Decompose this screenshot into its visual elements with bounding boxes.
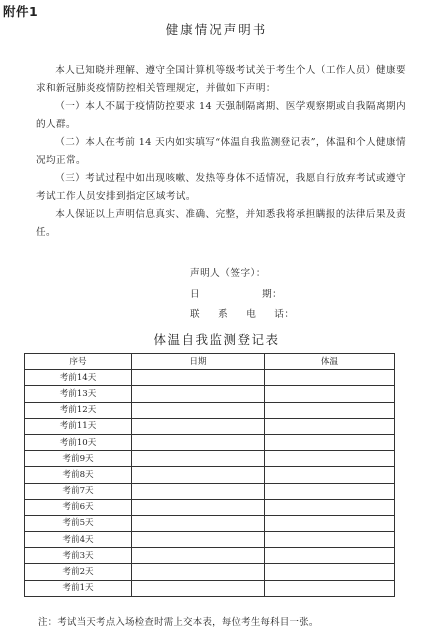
temperature-cell[interactable] (265, 564, 395, 580)
table-row (25, 499, 395, 515)
signature-phone-char: 话： (274, 309, 295, 320)
signature-declarant-label: 声明人（签字）： (190, 268, 266, 279)
declaration-paragraph: （三）考试过程中如出现咳嗽、发热等身体不适情况，我愿自行放弃考试或遵守考试工作人员安排到指定区域考试。 (36, 173, 406, 202)
date-cell[interactable] (132, 564, 265, 580)
temperature-cell[interactable] (265, 451, 395, 467)
attachment-label: 附件1 (3, 4, 39, 19)
date-cell[interactable] (132, 483, 265, 499)
temperature-cell[interactable] (265, 580, 395, 596)
row-index-cell: 考前4天 (25, 532, 132, 548)
footnote: 注：考试当天考点入场检查时需上交本表，每位考生每科目一张。 (38, 617, 319, 628)
row-index-cell: 考前14天 (25, 370, 132, 386)
signature-phone-char: 系 (218, 309, 229, 320)
declaration-paragraph: （一）本人不属于疫情防控要求 14 天强制隔离期、医学观察期或自我隔离期内的人群。 (36, 101, 406, 130)
table-row (25, 548, 395, 564)
column-header-index: 序号 (25, 354, 132, 370)
table-row (25, 434, 395, 450)
signature-phone-char: 电 (246, 309, 257, 320)
table-row (25, 532, 395, 548)
date-cell[interactable] (132, 370, 265, 386)
date-cell[interactable] (132, 418, 265, 434)
date-cell[interactable] (132, 548, 265, 564)
signature-declarant (190, 265, 266, 279)
table-row (25, 467, 395, 483)
signature-date-char: 期： (262, 289, 283, 300)
temperature-cell[interactable] (265, 532, 395, 548)
temperature-cell[interactable] (265, 386, 395, 402)
row-index-cell: 考前6天 (25, 499, 132, 515)
table-row (25, 564, 395, 580)
date-cell[interactable] (132, 434, 265, 450)
temperature-cell[interactable] (265, 370, 395, 386)
table-row (25, 483, 395, 499)
temperature-cell[interactable] (265, 418, 395, 434)
declaration-paragraph: 本人已知晓并理解、遵守全国计算机等级考试关于考生个人（工作人员）健康要求和新冠肺炎疫情防控相关管理规定，并做如下声明： (36, 65, 406, 94)
date-cell[interactable] (132, 402, 265, 418)
table-row (25, 418, 395, 434)
temperature-cell[interactable] (265, 434, 395, 450)
signature-date (190, 286, 282, 300)
declaration-body (36, 62, 406, 242)
table-row (25, 580, 395, 596)
table-row (25, 402, 395, 418)
log-title: 体温自我监测登记表 (153, 332, 280, 347)
date-cell[interactable] (132, 467, 265, 483)
table-row (25, 451, 395, 467)
temperature-cell[interactable] (265, 515, 395, 531)
date-cell[interactable] (132, 451, 265, 467)
temperature-cell[interactable] (265, 483, 395, 499)
table-row (25, 370, 395, 386)
declaration-paragraph: 本人保证以上声明信息真实、准确、完整，并知悉我将承担瞒报的法律后果及责任。 (36, 209, 406, 238)
date-cell[interactable] (132, 499, 265, 515)
declaration-title: 健康情况声明书 (165, 22, 268, 37)
temperature-log-table (24, 353, 395, 597)
row-index-cell: 考前5天 (25, 515, 132, 531)
temperature-cell[interactable] (265, 402, 395, 418)
row-index-cell: 考前2天 (25, 564, 132, 580)
row-index-cell: 考前3天 (25, 548, 132, 564)
date-cell[interactable] (132, 515, 265, 531)
declaration-paragraph: （二）本人在考前 14 天内如实填写“体温自我监测登记表”，体温和个人健康情况均正常。 (36, 137, 406, 166)
row-index-cell: 考前8天 (25, 467, 132, 483)
temperature-cell[interactable] (265, 467, 395, 483)
log-body (25, 370, 395, 597)
row-index-cell: 考前12天 (25, 402, 132, 418)
date-cell[interactable] (132, 580, 265, 596)
signature-phone-char: 联 (190, 309, 201, 320)
row-index-cell: 考前10天 (25, 434, 132, 450)
row-index-cell: 考前11天 (25, 418, 132, 434)
row-index-cell: 考前13天 (25, 386, 132, 402)
table-row (25, 386, 395, 402)
row-index-cell: 考前9天 (25, 451, 132, 467)
date-cell[interactable] (132, 532, 265, 548)
table-row (25, 515, 395, 531)
signature-phone (190, 306, 294, 320)
date-cell[interactable] (132, 386, 265, 402)
column-header-temperature: 体温 (265, 354, 395, 370)
column-header-date: 日期 (132, 354, 265, 370)
row-index-cell: 考前1天 (25, 580, 132, 596)
row-index-cell: 考前7天 (25, 483, 132, 499)
temperature-cell[interactable] (265, 548, 395, 564)
table-header-row (25, 354, 395, 370)
temperature-cell[interactable] (265, 499, 395, 515)
signature-date-char: 日 (190, 289, 201, 300)
